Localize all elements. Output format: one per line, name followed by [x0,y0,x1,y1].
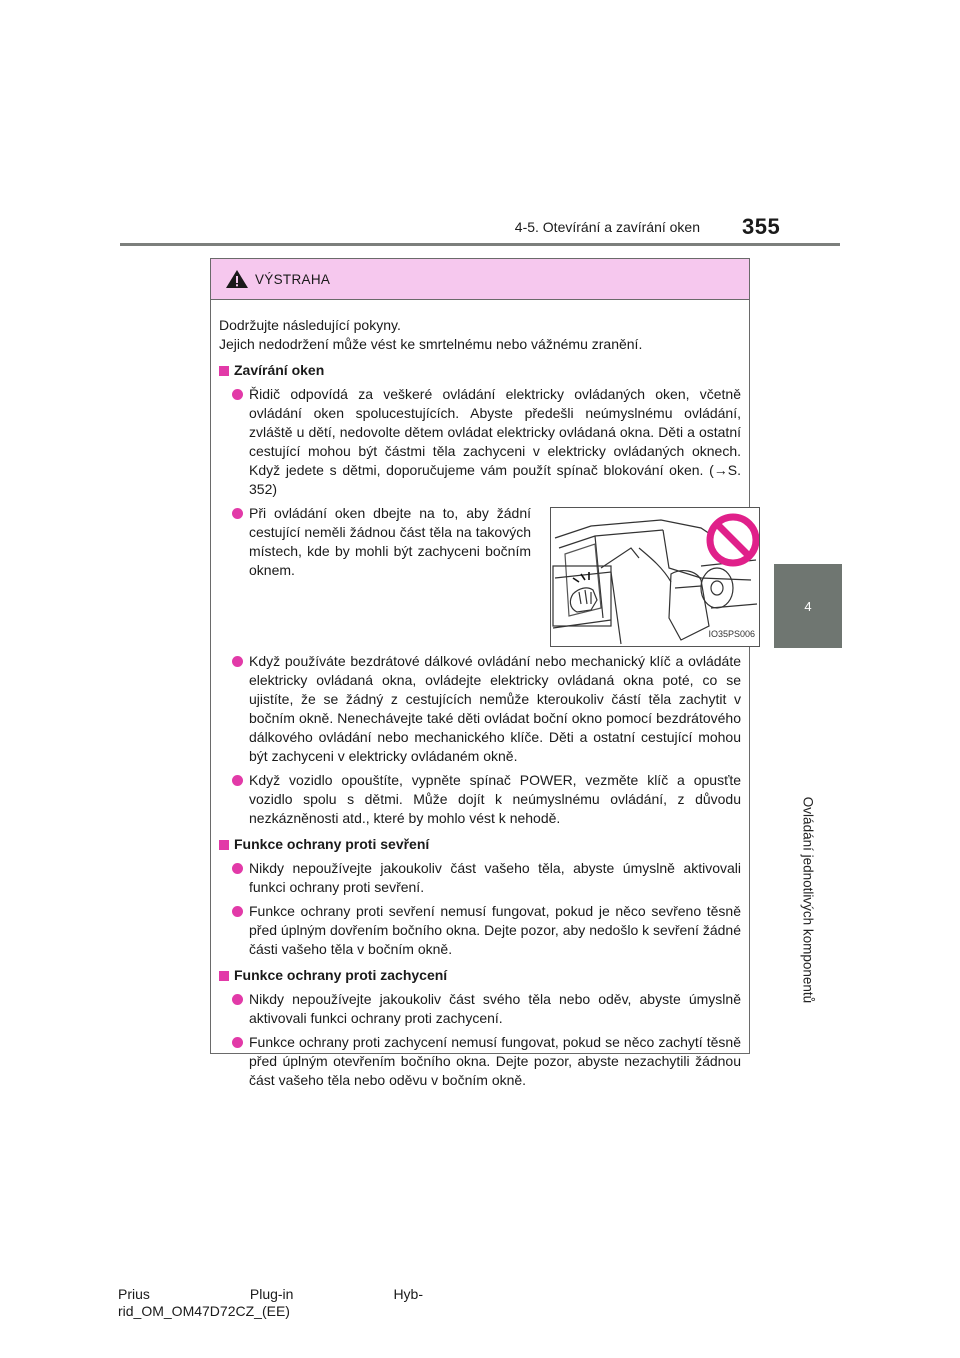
round-bullet-icon [232,508,243,519]
section-closing-windows [219,361,755,828]
warning-triangle-icon [225,269,249,289]
list-item-text: Když vozidlo opouštíte, vypněte spínač POWER, vezměte klíč a opusťte vozidlo spolu s dětmi. Může dojít k neúmyslnému ovládání, z důvodu nezkázněnosti atd., které by mohlo vést k nehodě. [249,772,741,826]
round-bullet-icon [232,906,243,917]
round-bullet-icon [232,1037,243,1048]
round-bullet-icon [232,863,243,874]
chapter-number: 4 [804,598,812,614]
warning-header [211,259,749,300]
round-bullet-icon [232,656,243,667]
square-bullet-icon [219,840,229,850]
list-item-text: Nikdy nepoužívejte jakoukoliv část svého těla nebo oděv, abyste úmyslně aktivovali funkci ochrany proti zachycení. [249,991,741,1026]
round-bullet-icon [232,389,243,400]
list-item-text: Funkce ochrany proti zachycení nemusí fungovat, pokud se něco zachytí těsně před úplným otevřením bočního okna. Dejte pozor, abyste nezachytili žádnou část vašeho těla nebo oděvu v bočním okně. [249,1034,741,1088]
chapter-title: Ovládání jednotlivých komponentů [800,796,816,1004]
page-number: 355 [742,214,781,239]
section-title [219,361,741,380]
list-item [219,652,741,766]
round-bullet-icon [232,775,243,786]
prohibition-icon [710,517,756,563]
section-jam-protection [219,835,741,959]
section-catch-protection [219,966,741,1090]
footer-line [118,1286,423,1303]
figure-code: IO35PS006 [708,629,755,639]
list-item [219,771,741,828]
list-item-text: Nikdy nepoužívejte jakoukoliv část vašeho těla, abyste úmyslně aktivovali funkci ochrany proti sevření. [249,860,741,895]
footer-line: rid_OM_OM47D72CZ_(EE) [118,1303,290,1319]
footer-word: Plug-in [249,1286,294,1302]
section-title [219,835,741,854]
list-item-text: Řidič odpovídá za veškeré ovládání elektricky ovládaných oken, včetně ovládání oken spolucestujících. Abyste předešli neúmyslnému ovládání, zvláště u dětí, nedovolte dětem ovládat elektricky ovládaná okna. Děti a ostatní cestující mohou být částmi těla zachyceni v elektricky ovládaných oknech. Když jedete s dětmi, doporučujeme vám použít spínač blokování oken. (→S. 352) [249,386,741,497]
footer-word: Hyb- [393,1286,423,1302]
list-item-text: Když používáte bezdrátové dálkové ovládání nebo mechanický klíč a ovládáte elektricky ovládaná okna, ovládejte elektricky ovládaná okna poté, co se ujistíte, že se žádný z cestujících nemůže kteroukoliv částí těla zachytit v bočním okně. Nenechávejte také děti ovládat boční okno pomocí bezdrátového dálkového ovládání nebo mechanického klíče. Děti a ostatní cestující mohou být zachyceni v elektricky ovládaném okně. [249,653,741,764]
list-item [219,504,755,647]
section-title [219,966,741,985]
footer-word: Prius [118,1286,150,1302]
list-item [219,859,741,897]
warning-intro [219,316,741,354]
square-bullet-icon [219,366,229,376]
list-item-text: Při ovládání oken dbejte na to, aby žádní cestující neměli žádnou část těla na takových místech, kde by mohli být zachyceni bočním oknem. [249,505,531,578]
list-item [219,1033,741,1090]
square-bullet-icon [219,971,229,981]
intro-line: Dodržujte následující pokyny. [219,317,401,333]
section-title-text: Zavírání oken [234,362,325,378]
warning-box [210,258,755,1088]
header-divider [120,243,840,246]
footer [118,1286,423,1320]
chapter-tab[interactable] [774,564,842,648]
intro-line: Jejich nedodržení může vést ke smrtelnému nebo vážnému zranění. [219,336,643,352]
list-item [219,990,741,1028]
list-item-text: Funkce ochrany proti sevření nemusí fungovat, pokud je něco sevřeno těsně před úplným dovřením bočního okna. Dejte pozor, aby nedošlo k sevření žádné části vašeho těla v bočním okně. [249,903,741,957]
illustration-window-pinch [550,507,760,647]
header-section-title: 4-5. Otevírání a zavírání oken [514,219,700,235]
round-bullet-icon [232,994,243,1005]
list-item [219,385,741,499]
warning-title: VÝSTRAHA [255,271,331,287]
section-title-text: Funkce ochrany proti sevření [234,836,430,852]
list-item [219,902,741,959]
section-title-text: Funkce ochrany proti zachycení [234,967,448,983]
warning-body [211,300,755,1090]
